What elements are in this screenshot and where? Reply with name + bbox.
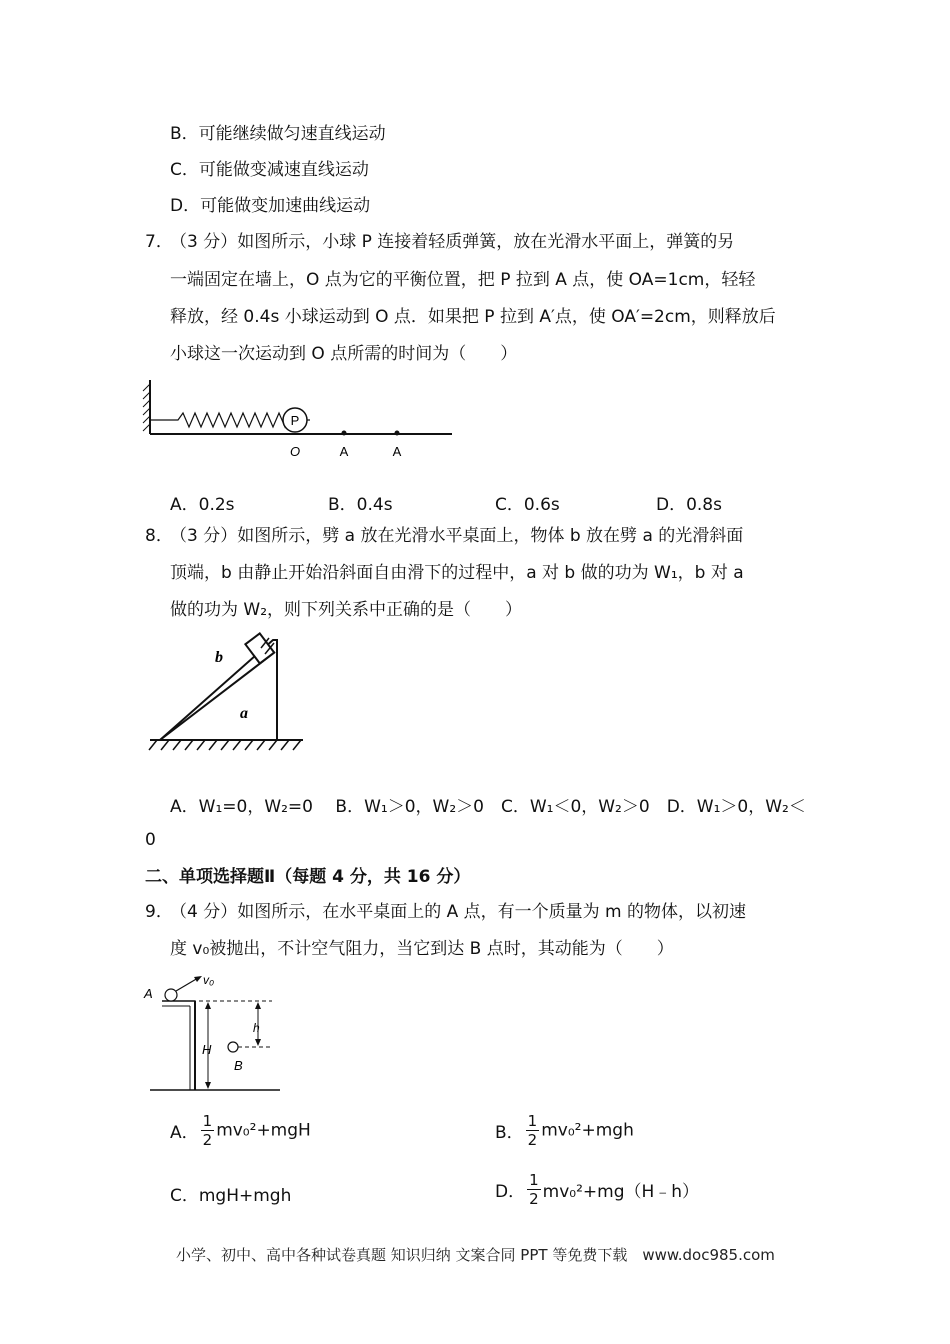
label-v0: v₀ xyxy=(203,973,215,987)
q9-option-d xyxy=(495,1171,699,1208)
page-footer: 小学、初中、高中各种试卷真题 知识归纳 文案合同 PPT 等免费下载 www.doc985.com xyxy=(176,1246,775,1264)
q7-line1: （3 分）如图所示，小球 P 连接着轻质弹簧，放在光滑水平面上，弹簧的另 xyxy=(170,232,735,252)
q9-option-a xyxy=(170,1112,311,1149)
q9-option-b-prefix: B． xyxy=(495,1123,524,1143)
fraction xyxy=(201,1112,215,1149)
label-b: b xyxy=(215,649,223,666)
prev-option-b: B．可能继续做匀速直线运动 xyxy=(170,124,386,144)
point-a xyxy=(342,431,347,436)
label-o: O xyxy=(289,444,301,459)
q7-line3: 释放，经 0.4s 小球运动到 O 点．如果把 P 拉到 A′点，使 OA′=2cm，则释放后 xyxy=(170,307,776,327)
ball-a xyxy=(165,989,177,1001)
fraction xyxy=(526,1112,540,1149)
q9-line2: 度 v₀被抛出，不计空气阻力，当它到达 B 点时，其动能为（ ） xyxy=(170,939,674,959)
ball-b xyxy=(228,1042,238,1052)
q7-option-b: B．0.4s xyxy=(328,495,393,515)
q7-option-d: D．0.8s xyxy=(656,495,722,515)
q8-options-wrap: 0 xyxy=(145,830,156,850)
q9-option-a-prefix: A． xyxy=(170,1123,199,1143)
frac-den: 2 xyxy=(202,1131,213,1149)
q7-line2: 一端固定在墙上，O 点为它的平衡位置，把 P 拉到 A 点，使 OA=1cm，轻轻 xyxy=(170,270,756,290)
q7-spring-figure xyxy=(140,378,470,468)
frac-den: 2 xyxy=(529,1190,539,1208)
q8-line3: 做的功为 W₂，则下列关系中正确的是（ ） xyxy=(170,600,523,620)
q8-line2: 顶端，b 由静止开始沿斜面自由滑下的过程中，a 对 b 做的功为 W₁，b 对 a xyxy=(170,563,744,583)
prev-option-c: C．可能做变减速直线运动 xyxy=(170,160,369,180)
q9-option-b-text: mv₀²+mgh xyxy=(541,1120,634,1141)
q9-option-d-text: mv₀²+mg（H﹣h） xyxy=(542,1182,700,1202)
frac-num: 1 xyxy=(527,1112,538,1130)
point-a-prime xyxy=(395,431,400,436)
block-b xyxy=(245,633,274,663)
q9-number: 9． xyxy=(145,902,173,922)
q9-option-b xyxy=(495,1112,634,1149)
q8-line1: （3 分）如图所示，劈 a 放在光滑水平桌面上，物体 b 放在劈 a 的光滑斜面 xyxy=(170,526,744,546)
label-a2: A xyxy=(392,444,402,459)
frac-num: 1 xyxy=(202,1112,213,1130)
q8-number: 8． xyxy=(145,526,173,546)
q9-option-c: C．mgH+mgh xyxy=(170,1186,292,1206)
q7-option-c: C．0.6s xyxy=(495,495,560,515)
q7-line4: 小球这一次运动到 O 点所需的时间为（ ） xyxy=(170,344,518,364)
q8-options: A．W₁=0，W₂=0 B．W₁＞0，W₂＞0 C．W₁＜0，W₂＞0 D．W₁＞0，W₂＜ xyxy=(170,797,806,817)
fraction xyxy=(527,1171,541,1208)
section-2-heading: 二、单项选择题Ⅱ（每题 4 分，共 16 分） xyxy=(145,867,471,887)
label-b: B xyxy=(234,1058,243,1073)
q9-projectile-figure xyxy=(140,970,290,1095)
label-a: A xyxy=(144,986,153,1001)
q9-option-a-text: mv₀²+mgH xyxy=(216,1120,311,1141)
label-h: h xyxy=(253,1021,260,1035)
label-a: a xyxy=(240,705,248,722)
prev-option-d: D．可能做变加速曲线运动 xyxy=(170,196,371,216)
q7-number: 7． xyxy=(145,232,173,252)
frac-den: 2 xyxy=(527,1131,538,1149)
q9-line1: （4 分）如图所示，在水平桌面上的 A 点，有一个质量为 m 的物体，以初速 xyxy=(170,902,747,922)
q9-option-d-prefix: D． xyxy=(495,1182,526,1202)
q7-option-a: A．0.2s xyxy=(170,495,235,515)
frac-num: 1 xyxy=(529,1171,539,1189)
label-big-h: H xyxy=(202,1042,212,1057)
ball-p-label: P xyxy=(290,413,300,428)
q8-wedge-figure xyxy=(145,630,310,760)
label-a: A xyxy=(339,444,349,459)
